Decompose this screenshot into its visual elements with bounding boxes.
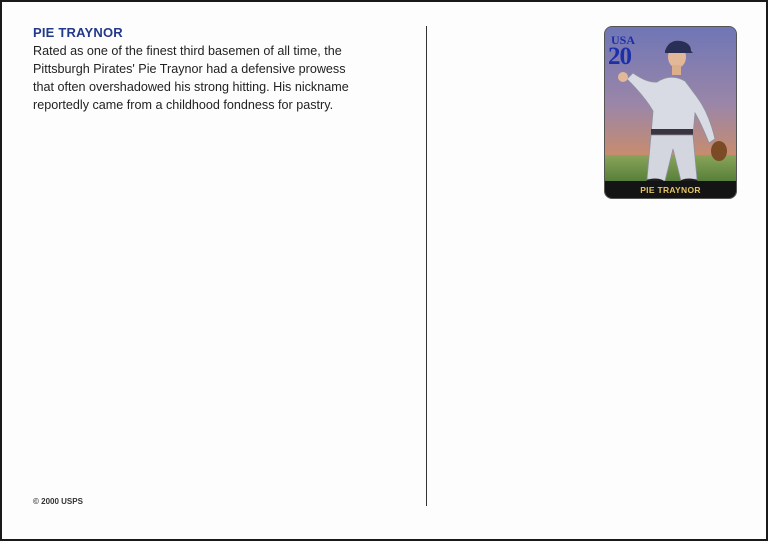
address-divider (426, 26, 427, 506)
card-description (33, 42, 378, 114)
stamp-player-name: PIE TRAYNOR (640, 184, 701, 195)
description-line: reportedly came from a childhood fondness for pastry. (33, 98, 334, 112)
description-line: Rated as one of the finest third basemen of all time, the (33, 44, 342, 58)
stamp-country: USA (611, 33, 636, 47)
stamp-denomination: 20 (608, 43, 631, 70)
stamp-banner (605, 181, 736, 198)
description-line: Pittsburgh Pirates' Pie Traynor had a defensive prowess (33, 62, 346, 76)
card-title: PIE TRAYNOR (33, 25, 123, 40)
copyright-notice: © 2000 USPS (33, 497, 83, 506)
postage-stamp (604, 26, 737, 199)
description-line: that often overshadowed his strong hitting. His nickname (33, 80, 349, 94)
